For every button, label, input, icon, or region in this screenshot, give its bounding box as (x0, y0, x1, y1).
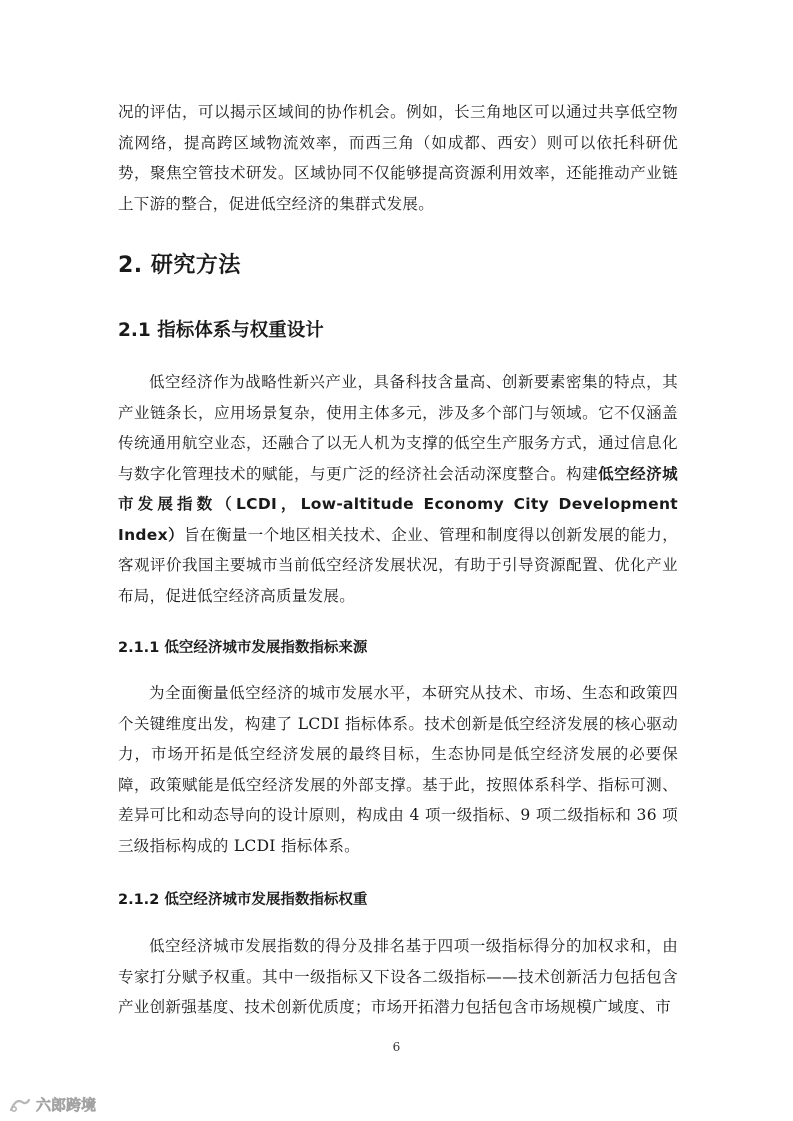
paragraph-lcdi-definition (118, 367, 678, 611)
paragraph-text: 旨在衡量一个地区相关技术、企业、管理和制度得以创新发展的能力，客观评价我国主要城市当前低空经济发展状况，有助于引导资源配置、优化产业布局，促进低空经济高质量发展。 (118, 525, 678, 605)
subsubsection-heading-index-weights: 2.1.2 低空经济城市发展指数指标权重 (118, 892, 368, 908)
subsection-heading-index-system: 2.1 指标体系与权重设计 (118, 320, 324, 341)
subsubsection-heading-index-source: 2.1.1 低空经济城市发展指数指标来源 (118, 640, 368, 656)
paragraph-index-dimensions: 为全面衡量低空经济的城市发展水平，本研究从技术、市场、生态和政策四个关键维度出发，构建了 LCDI 指标体系。技术创新是低空经济发展的核心驱动力，市场开拓是低空经济发展的最终目标，生态协同是低空经济发展的必要保障，政策赋能是低空经济发展的外部支撑。基于此，按照体系科学、指标可测、差异可比和动态导向的设计原则，构成由 4 项一级指标、9 项二级指标和 36 项三级指标构成的 LCDI 指标体系。 (118, 684, 678, 855)
watermark-text: 六郎跨境 (36, 1096, 97, 1114)
watermark-logo-icon (8, 1096, 32, 1114)
section-heading-research-methods: 2. 研究方法 (118, 253, 241, 278)
paragraph-weighting: 低空经济城市发展指数的得分及排名基于四项一级指标得分的加权求和，由专家打分赋予权重。其中一级指标又下设各二级指标——技术创新活力包括包含产业创新强基度、技术创新优质度；市场开拓潜力包括包含市场规模广域度、市 (118, 937, 678, 1016)
page-number: 6 (392, 1040, 401, 1054)
paragraph-regional-collaboration: 况的评估，可以揭示区域间的协作机会。例如，长三角地区可以通过共享低空物流网络，提高跨区域物流效率，而西三角（如成都、西安）则可以依托科研优势，聚焦空管技术研发。区域协同不仅能够提高资源利用效率，还能推动产业链上下游的整合，促进低空经济的集群式发展。 (118, 103, 678, 213)
lcdi-bold-term: 低空经济城市发展指数（LCDI，Low-altitude Economy City Development Index） (118, 464, 678, 544)
watermark (8, 1094, 96, 1115)
paragraph-text: 低空经济作为战略性新兴产业，具备科技含量高、创新要素密集的特点，其产业链条长，应用场景复杂，使用主体多元，涉及多个部门与领域。它不仅涵盖传统通用航空业态，还融合了以无人机为支撑的低空生产服务方式，通过信息化与数字化管理技术的赋能，与更广泛的经济社会活动深度整合。构建 (118, 373, 678, 483)
